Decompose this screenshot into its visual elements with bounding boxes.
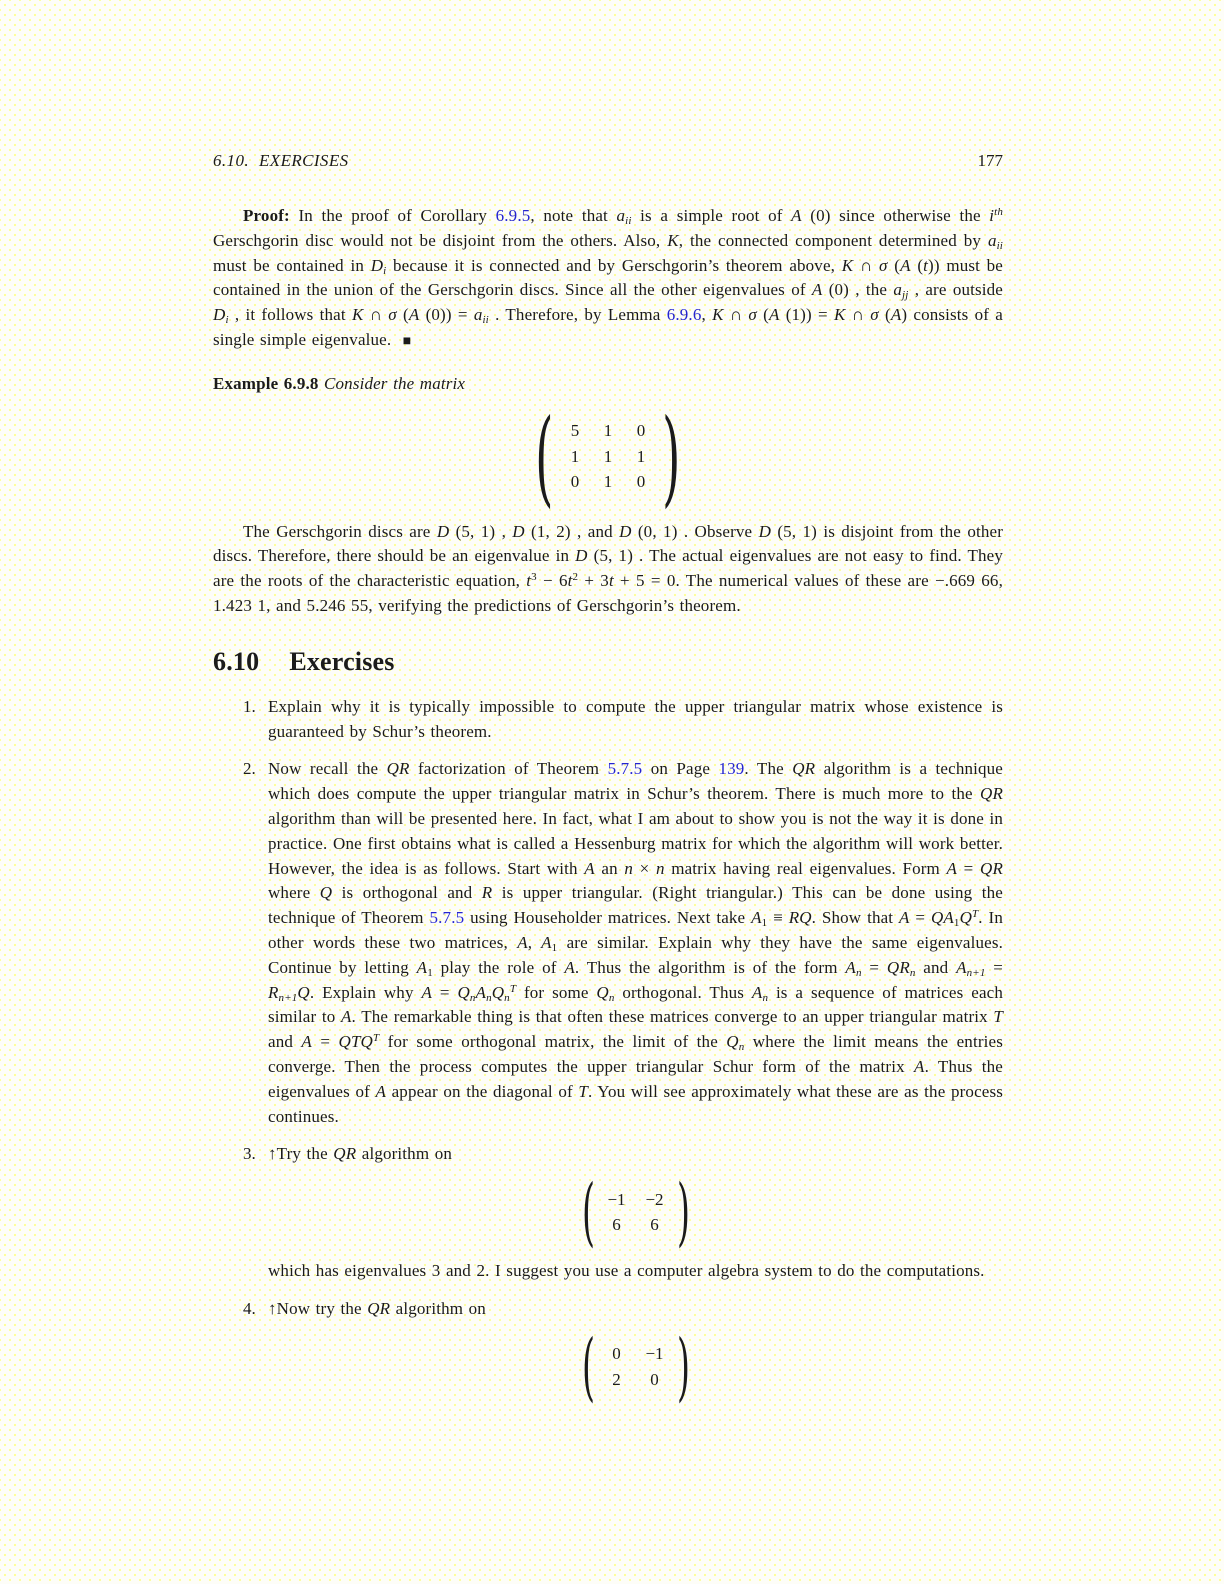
text-run: (0) , the <box>822 280 894 300</box>
matrix-cell: 1 <box>603 472 613 492</box>
text-run: A <box>751 982 763 1002</box>
text-run: (1)) = <box>779 305 834 325</box>
text-run: i <box>989 206 995 225</box>
matrix-cells <box>566 418 650 495</box>
text-run: QA <box>930 908 954 928</box>
text-run: A <box>584 858 595 878</box>
text-run: factorization of Theorem <box>409 759 608 779</box>
text-run: A, A <box>517 932 552 952</box>
text-run: A <box>791 206 802 225</box>
text-run: , note that <box>530 206 617 225</box>
exercise-3-intro <box>268 1142 1003 1167</box>
text-run: = <box>432 982 458 1002</box>
text-run: . Therefore, by Lemma <box>488 305 667 325</box>
text-run: 3 <box>531 571 537 584</box>
left-paren: ( <box>535 395 554 518</box>
text-run: . Show that <box>811 908 899 928</box>
text-run: , it follows that <box>228 305 352 325</box>
matrix-cell: 6 <box>650 1215 659 1235</box>
text-run: n <box>486 991 492 1004</box>
text-run: Q <box>319 883 333 903</box>
text-run: σ <box>879 255 888 275</box>
text-run: A <box>900 255 911 275</box>
text-run: Q <box>457 982 470 1002</box>
qed-square: ■ <box>402 333 412 349</box>
text-run: jj <box>902 289 909 302</box>
text-run: A <box>421 982 432 1002</box>
discs-paragraph <box>213 520 1003 619</box>
matrix-3x3 <box>531 395 684 518</box>
text-run: Explain why it is typically impossible to compute the upper triangular matrix whose existence is guaranteed by Schur’s theorem. <box>268 696 1003 741</box>
exercise-2-text <box>268 757 1003 1129</box>
text-run: T <box>509 982 517 995</box>
text-run: th <box>994 206 1003 218</box>
ref-link-page-139[interactable]: 139 <box>718 759 745 779</box>
text-run: are similar. Explain why they have the same eigenvalues. Continue by letting <box>268 932 1004 977</box>
text-run: QR <box>386 759 410 779</box>
text-run: a <box>987 230 997 250</box>
section-title: EXERCISES <box>259 151 349 170</box>
text-run: and <box>915 957 957 977</box>
text-run: . Explain why <box>309 982 422 1002</box>
text-run: Q <box>297 982 310 1002</box>
text-run: A <box>751 908 762 928</box>
text-run: where <box>268 883 320 903</box>
text-run: D <box>436 521 450 541</box>
text-run: . The remarkable thing is that often these matrices converge to an upper triangular matrix <box>351 1007 994 1027</box>
text-run: (1, 2) , and <box>524 521 620 541</box>
exercise-item-3 <box>213 1142 1003 1284</box>
text-run: A <box>845 957 856 977</box>
text-run: A <box>811 280 823 300</box>
text-run: (5, 1) , <box>449 521 513 541</box>
text-run: T <box>972 908 979 921</box>
text-run: = <box>985 957 1003 977</box>
text-run: K <box>841 255 854 275</box>
text-run: = <box>311 1032 339 1052</box>
text-run: A <box>475 982 487 1002</box>
text-run: an <box>594 858 625 878</box>
text-run: K <box>351 305 364 325</box>
text-run: matrix having real eigenvalues. Form <box>664 858 947 878</box>
text-run: A <box>956 957 967 977</box>
left-paren: ( <box>581 1169 595 1256</box>
item-number: 2. <box>243 759 256 779</box>
text-run: Consider the matrix <box>324 373 466 393</box>
text-run: n <box>738 1041 745 1054</box>
text-run: , are outside <box>908 280 1003 300</box>
text-run: algorithm on <box>356 1144 452 1164</box>
text-run: Q <box>959 908 973 928</box>
text-run: is a sequence of matrices each similar to <box>268 982 1003 1027</box>
matrix-2x2 <box>579 1323 693 1410</box>
heading-number: 6.10 <box>213 646 260 676</box>
text-run: 1 <box>551 941 558 954</box>
exercise-3-outro <box>268 1259 1003 1284</box>
exercise-4-matrix-display <box>268 1323 1003 1410</box>
text-run: and <box>268 1032 302 1052</box>
text-run: ) consists of a single simple eigenvalue. <box>213 305 1003 349</box>
matrix-cell: 6 <box>612 1215 621 1235</box>
text-run: 2 <box>572 571 579 584</box>
text-run: A <box>341 1007 352 1027</box>
matrix-cell: 0 <box>636 421 646 441</box>
text-run: . You will see approximately what these are as the process continues. <box>268 1081 1003 1126</box>
matrix-2x2 <box>579 1169 693 1256</box>
heading-title: Exercises <box>289 646 395 676</box>
text-run: ∩ <box>845 305 871 325</box>
exercise-list <box>213 695 1004 1410</box>
right-paren: ) <box>676 1323 690 1410</box>
text-run: QR <box>980 784 1003 804</box>
exercise-3-body <box>268 1142 1003 1284</box>
text-run: ( <box>396 305 409 325</box>
text-run: Example 6.9.8 <box>213 373 325 393</box>
text-run: appear on the diagonal of <box>386 1081 579 1101</box>
text-run: A <box>408 305 420 325</box>
text-run: )) must be contained in the union of the Gerschgorin discs. Since all the other eigenvalues of <box>213 255 1004 300</box>
text-run: using Householder matrices. Next take <box>464 908 752 928</box>
matrix-cell: 0 <box>612 1344 621 1364</box>
example-heading <box>213 372 1003 397</box>
text-run: A <box>946 858 958 878</box>
exercise-item-2 <box>213 757 1003 1129</box>
ref-link-5-7-5[interactable]: 5.7.5 <box>429 908 465 928</box>
text-run: A <box>899 908 910 928</box>
text-run: RQ <box>788 908 812 928</box>
text-run: T <box>372 1032 380 1045</box>
text-run: (5, 1) . The actual eigenvalues are not easy to find. They are the roots of the characteristic equation, <box>213 546 1003 591</box>
text-run: n+1 <box>278 991 298 1004</box>
text-run: because it is connected and by Gerschgorin’s theorem above, <box>386 255 842 275</box>
text-run: . Thus the algorithm is of the form <box>574 957 846 977</box>
ref-link-6-9-5[interactable]: 6.9.5 <box>495 206 531 225</box>
text-run: K <box>712 305 724 325</box>
text-run: D <box>370 255 384 275</box>
matrix-cell: 0 <box>650 1369 659 1389</box>
text-run: σ <box>388 305 397 325</box>
section-heading <box>213 646 1003 678</box>
text-run: a <box>616 206 626 225</box>
exercise-item-4 <box>213 1297 1003 1410</box>
matrix-cell: 1 <box>636 446 646 466</box>
text-run: A <box>768 305 780 325</box>
text-run: . The <box>744 759 793 779</box>
text-run: = <box>909 908 931 928</box>
text-run: Q <box>726 1032 739 1052</box>
text-run: , <box>701 305 713 325</box>
text-run: ∩ <box>723 305 749 325</box>
text-run: ≡ <box>767 908 789 928</box>
running-header-section <box>213 148 349 173</box>
text-run: n <box>608 991 615 1004</box>
text-run: D <box>213 305 226 325</box>
text-run: ( <box>887 255 901 275</box>
text-run: n <box>624 858 634 878</box>
matrix-cells <box>604 1341 668 1392</box>
text-run: σ <box>870 305 879 325</box>
text-run: A <box>301 1032 312 1052</box>
text-run: (0, 1) . Observe <box>631 521 759 541</box>
right-paren: ) <box>662 395 681 518</box>
text-run: . Thus the eigenvalues of <box>268 1056 1004 1101</box>
text-run: T <box>578 1081 588 1101</box>
text-run: ii <box>996 239 1004 252</box>
text-run: D <box>575 546 588 566</box>
text-run: algorithm on <box>390 1298 486 1318</box>
exercise-4-intro <box>268 1297 1003 1322</box>
text-run: Gerschgorin disc would not be disjoint from the others. Also, <box>213 230 668 250</box>
matrix-cell: 5 <box>570 421 580 441</box>
text-run: on Page <box>642 759 719 779</box>
item-number: 3. <box>243 1144 256 1164</box>
text-run: algorithm than will be presented here. In fact, what I am about to show you is not the way it is done in practice. One first obtains what is called a Hessenburg matrix for which the algorithm will work better. However, the idea is as follows. Start with <box>268 808 1003 878</box>
text-run: orthogonal. Thus <box>614 982 752 1002</box>
text-run: A <box>564 957 575 977</box>
text-run: + 3 <box>578 571 609 591</box>
text-run: for some <box>516 982 597 1002</box>
matrix-cell: 1 <box>603 421 613 441</box>
text-run: , the connected component determined by <box>678 230 988 250</box>
text-run: n <box>469 991 476 1004</box>
exercise-3-matrix-display <box>268 1169 1003 1256</box>
item-number: 4. <box>243 1298 256 1318</box>
text-run: t <box>608 571 614 591</box>
text-run: K <box>833 305 846 325</box>
text-run: a <box>893 280 903 300</box>
text-run: algorithm is a technique which does compute the upper triangular matrix in Schur’s theorem. There is much more to the <box>268 759 1003 804</box>
text-run: A <box>890 305 902 325</box>
text-run: = <box>957 858 981 878</box>
text-run: which has eigenvalues 3 and 2. I suggest you use a computer algebra system to do the computations. <box>268 1261 985 1281</box>
page-number: 177 <box>977 151 1003 170</box>
ref-link-5-7-5[interactable]: 5.7.5 <box>607 759 643 779</box>
text-run: D <box>758 521 772 541</box>
text-run: 1 <box>761 917 768 930</box>
text-run: K <box>667 230 679 250</box>
text-run: QR <box>980 858 1003 878</box>
text-run: + 5 = 0. The numerical values of these are −.669 66, 1.423 1, and 5.246 55, verifying the predictions of Gerschgorin’s theorem. <box>213 571 1003 615</box>
text-run: ( <box>878 305 891 325</box>
text-run: D <box>512 521 525 541</box>
text-run: ( <box>756 305 769 325</box>
text-run: × <box>633 858 656 878</box>
text-run: ii <box>625 215 632 227</box>
proof-paragraph <box>213 204 1003 355</box>
text-run: σ <box>748 305 757 325</box>
text-run: a <box>473 305 483 325</box>
text-run: (0) since otherwise the <box>801 206 990 225</box>
matrix-cell: 1 <box>603 446 613 466</box>
text-run: for some orthogonal matrix, the limit of the <box>379 1032 727 1052</box>
matrix-cell: −1 <box>607 1189 626 1209</box>
text-run: n <box>909 966 916 979</box>
matrix-cell: 0 <box>570 472 580 492</box>
text-run: T <box>993 1007 1003 1027</box>
exercise-1-text <box>268 695 1003 745</box>
text-run: play the role of <box>432 957 565 977</box>
text-run: Q <box>491 982 505 1002</box>
text-run: ∩ <box>363 305 389 325</box>
left-paren: ( <box>581 1323 595 1410</box>
matrix-cell: 2 <box>612 1369 621 1389</box>
text-run: (0)) = <box>419 305 474 325</box>
text-run: n <box>855 966 862 979</box>
text-run: (5, 1) is disjoint from the other discs. Therefore, there should be an eigenvalue in <box>213 521 1004 566</box>
text-run: R <box>268 982 279 1002</box>
text-run: 1 <box>427 966 433 979</box>
text-run: n <box>762 991 769 1004</box>
ref-link-6-9-6[interactable]: 6.9.6 <box>666 305 702 325</box>
text-run: is upper triangular. (Right triangular.) This can be done using the technique of Theorem <box>268 883 1003 928</box>
text-run: QR <box>367 1298 391 1318</box>
item-number: 1. <box>243 696 256 716</box>
text-run: A <box>416 957 428 977</box>
text-run: t <box>923 255 929 275</box>
text-run: ↑Try the <box>268 1144 334 1164</box>
text-run: QR <box>886 957 910 977</box>
section-number: 6.10. <box>213 151 249 170</box>
text-run: A <box>375 1081 387 1101</box>
example-matrix-display <box>213 395 1003 518</box>
text-run: n <box>504 991 510 1004</box>
text-run: A <box>914 1056 925 1076</box>
text-run: where the limit means the entries converge. Then the process computes the upper triangular Schur form of the matrix <box>268 1032 1003 1076</box>
text-run: i <box>383 264 387 277</box>
text-run: ii <box>482 314 489 327</box>
exercise-4-body <box>268 1297 1003 1410</box>
text-run: Now recall the <box>268 759 387 779</box>
text-run: n+1 <box>966 966 986 979</box>
text-run: t <box>526 571 532 591</box>
matrix-cell: −1 <box>645 1344 664 1364</box>
text-run: . In other words these two matrices, <box>268 908 1003 952</box>
text-run: i <box>225 314 229 327</box>
text-run: t <box>567 571 573 591</box>
matrix-cell: −2 <box>645 1189 664 1209</box>
running-header <box>213 148 1003 173</box>
text-run: D <box>619 521 632 541</box>
text-run: R <box>481 883 493 903</box>
right-paren: ) <box>676 1169 690 1256</box>
text-run: must be contained in <box>213 255 371 275</box>
text-run: is a simple root of <box>631 206 792 225</box>
text-run: QTQ <box>338 1032 373 1052</box>
text-run: Proof: <box>243 206 290 225</box>
exercise-item-1 <box>213 695 1003 745</box>
text-run: − 6 <box>536 571 568 591</box>
text-run: ↑Now try the <box>268 1298 368 1318</box>
text-run: In the proof of Corollary <box>289 206 496 225</box>
matrix-cells <box>604 1187 668 1238</box>
matrix-cell: 1 <box>570 446 580 466</box>
text-run: QR <box>333 1144 357 1164</box>
text-run: is orthogonal and <box>332 883 482 903</box>
matrix-cell: 0 <box>636 472 646 492</box>
text-run: 1 <box>953 917 960 930</box>
text-run: ( <box>910 255 924 275</box>
text-run: The Gerschgorin discs are <box>243 521 437 541</box>
text-run: Q <box>596 982 609 1002</box>
text-run: = <box>861 957 887 977</box>
text-run: ∩ <box>853 255 880 275</box>
text-run: n <box>655 858 665 878</box>
text-run: QR <box>792 759 816 779</box>
